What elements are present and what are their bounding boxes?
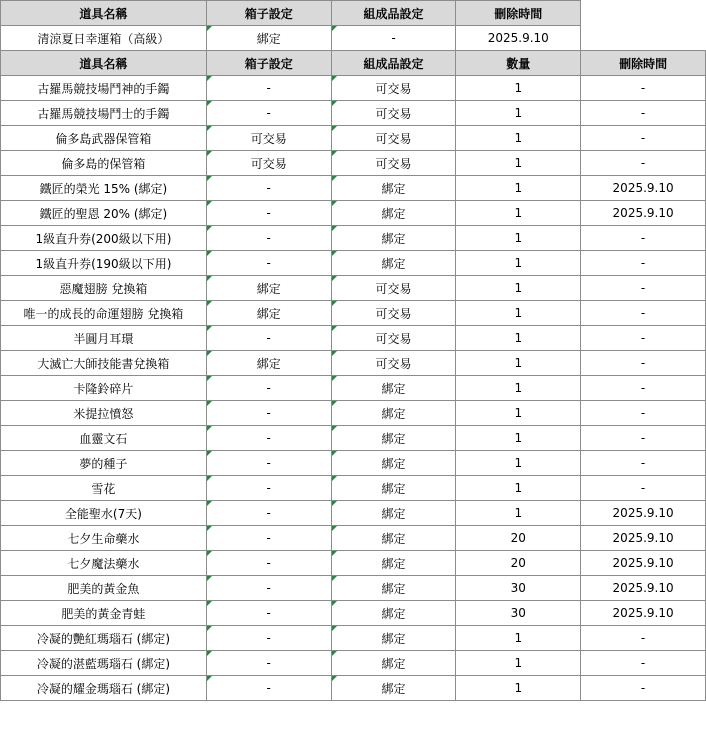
table-cell[interactable]: 可交易 xyxy=(331,126,456,151)
table-cell[interactable]: 可交易 xyxy=(206,151,331,176)
header-cell[interactable]: 組成品設定 xyxy=(331,1,456,26)
table-cell[interactable]: 1 xyxy=(456,351,581,376)
table-cell[interactable]: 綁定 xyxy=(206,351,331,376)
table-cell[interactable]: 綁定 xyxy=(206,26,331,51)
table-row xyxy=(1,401,706,426)
table-cell[interactable]: - xyxy=(331,26,456,51)
table-cell[interactable]: 綁定 xyxy=(331,601,456,626)
table-cell[interactable]: 1 xyxy=(456,326,581,351)
table-cell[interactable]: 可交易 xyxy=(331,76,456,101)
table-row xyxy=(1,676,706,701)
table-cell[interactable]: 1 xyxy=(456,76,581,101)
table-cell[interactable]: - xyxy=(206,476,331,501)
table-cell[interactable]: - xyxy=(206,76,331,101)
table-row xyxy=(1,426,706,451)
table-cell[interactable]: 倫多島的保管箱 xyxy=(1,151,207,176)
table-row xyxy=(1,301,706,326)
table-cell[interactable]: 1 xyxy=(456,226,581,251)
table-cell[interactable]: - xyxy=(206,501,331,526)
table-cell[interactable]: 綁定 xyxy=(331,501,456,526)
table-cell[interactable]: 鐵匠的聖恩 20% (綁定) xyxy=(1,201,207,226)
header-cell[interactable]: 箱子設定 xyxy=(206,51,331,76)
empty-cell xyxy=(581,26,706,51)
table-cell[interactable]: - xyxy=(581,351,706,376)
table-cell[interactable]: - xyxy=(206,651,331,676)
table-cell[interactable]: 30 xyxy=(456,601,581,626)
table-cell[interactable]: 惡魔翅膀 兌換箱 xyxy=(1,276,207,301)
table-cell[interactable]: - xyxy=(206,376,331,401)
table-cell[interactable]: - xyxy=(581,101,706,126)
table-row xyxy=(1,126,706,151)
table-cell[interactable]: 1 xyxy=(456,476,581,501)
table-row xyxy=(1,576,706,601)
items-header-row xyxy=(1,51,706,76)
table-row xyxy=(1,151,706,176)
table-cell[interactable]: 20 xyxy=(456,526,581,551)
table-cell[interactable]: 冷凝的艷紅瑪瑙石 (綁定) xyxy=(1,626,207,651)
empty-cell xyxy=(581,1,706,26)
table-cell[interactable]: 七夕生命藥水 xyxy=(1,526,207,551)
header-cell[interactable]: 道具名稱 xyxy=(1,1,207,26)
table-cell[interactable]: 可交易 xyxy=(206,126,331,151)
table-cell[interactable]: 1 xyxy=(456,626,581,651)
table-cell[interactable]: - xyxy=(581,276,706,301)
table-cell[interactable]: 1 xyxy=(456,376,581,401)
table-row xyxy=(1,351,706,376)
table-cell[interactable]: 2025.9.10 xyxy=(581,601,706,626)
table-cell[interactable]: - xyxy=(581,401,706,426)
table-cell[interactable]: 可交易 xyxy=(331,276,456,301)
table-cell[interactable]: 綁定 xyxy=(331,676,456,701)
table-row xyxy=(1,226,706,251)
table-cell[interactable]: 七夕魔法藥水 xyxy=(1,551,207,576)
table-cell[interactable]: 全能聖水(7天) xyxy=(1,501,207,526)
table-cell[interactable]: - xyxy=(206,576,331,601)
table-row xyxy=(1,251,706,276)
table-cell[interactable]: 1 xyxy=(456,651,581,676)
table-cell[interactable]: 綁定 xyxy=(331,526,456,551)
table-cell[interactable]: 綁定 xyxy=(331,551,456,576)
table-cell[interactable]: - xyxy=(581,426,706,451)
table-cell[interactable]: - xyxy=(206,601,331,626)
table-cell[interactable]: 1 xyxy=(456,126,581,151)
header-cell[interactable]: 數量 xyxy=(456,51,581,76)
table-cell[interactable]: 倫多島武器保管箱 xyxy=(1,126,207,151)
table-cell[interactable]: 1 xyxy=(456,451,581,476)
table-cell[interactable]: 米提拉憤怒 xyxy=(1,401,207,426)
table-cell[interactable]: 1 xyxy=(456,201,581,226)
table-cell[interactable]: 2025.9.10 xyxy=(581,201,706,226)
table-cell[interactable]: 綁定 xyxy=(331,576,456,601)
table-cell[interactable]: 綁定 xyxy=(331,226,456,251)
table-cell[interactable]: - xyxy=(581,476,706,501)
table-cell[interactable]: 鐵匠的榮光 15% (綁定) xyxy=(1,176,207,201)
table-cell[interactable]: 綁定 xyxy=(331,176,456,201)
table-cell[interactable]: - xyxy=(206,101,331,126)
box-row xyxy=(1,26,706,51)
table-cell[interactable]: - xyxy=(206,551,331,576)
table-cell[interactable]: - xyxy=(581,301,706,326)
table-cell[interactable]: 雪花 xyxy=(1,476,207,501)
table-cell[interactable]: - xyxy=(581,651,706,676)
table-cell[interactable]: - xyxy=(206,401,331,426)
table-cell[interactable]: 唯一的成長的命運翅膀 兌換箱 xyxy=(1,301,207,326)
table-cell[interactable]: 冷凝的耀金瑪瑙石 (綁定) xyxy=(1,676,207,701)
table-cell[interactable]: 2025.9.10 xyxy=(581,176,706,201)
table-cell[interactable]: 2025.9.10 xyxy=(456,26,581,51)
table-cell[interactable]: 綁定 xyxy=(331,451,456,476)
table-cell[interactable]: 2025.9.10 xyxy=(581,526,706,551)
table-cell[interactable]: - xyxy=(581,676,706,701)
table-cell[interactable]: 1級直升券(200級以下用) xyxy=(1,226,207,251)
table-cell[interactable]: 綁定 xyxy=(331,251,456,276)
table-row xyxy=(1,551,706,576)
table-cell[interactable]: 肥美的黃金青蛙 xyxy=(1,601,207,626)
table-cell[interactable]: 夢的種子 xyxy=(1,451,207,476)
header-cell[interactable]: 刪除時間 xyxy=(456,1,581,26)
table-cell[interactable]: 綁定 xyxy=(331,376,456,401)
header-cell[interactable]: 組成品設定 xyxy=(331,51,456,76)
table-cell[interactable]: - xyxy=(581,451,706,476)
table-cell[interactable]: - xyxy=(206,626,331,651)
table-cell[interactable]: 可交易 xyxy=(331,351,456,376)
table-cell[interactable]: 可交易 xyxy=(331,151,456,176)
table-cell[interactable]: 1 xyxy=(456,301,581,326)
table-cell[interactable]: 1 xyxy=(456,676,581,701)
table-cell[interactable]: 可交易 xyxy=(331,101,456,126)
table-cell[interactable]: 1 xyxy=(456,426,581,451)
table-cell[interactable]: - xyxy=(581,376,706,401)
table-row xyxy=(1,276,706,301)
table-cell[interactable]: 可交易 xyxy=(331,301,456,326)
table-cell[interactable]: 綁定 xyxy=(206,276,331,301)
table-row xyxy=(1,101,706,126)
table-cell[interactable]: 1級直升券(190級以下用) xyxy=(1,251,207,276)
table-cell[interactable]: - xyxy=(581,251,706,276)
table-cell[interactable]: 1 xyxy=(456,176,581,201)
box-header-row xyxy=(1,1,706,26)
table-cell[interactable]: 血靈文石 xyxy=(1,426,207,451)
table-cell[interactable]: 綁定 xyxy=(331,626,456,651)
header-cell[interactable]: 道具名稱 xyxy=(1,51,207,76)
table-cell[interactable]: - xyxy=(581,126,706,151)
table-cell[interactable]: 冷凝的湛藍瑪瑙石 (綁定) xyxy=(1,651,207,676)
table-row xyxy=(1,76,706,101)
table-cell[interactable]: 2025.9.10 xyxy=(581,501,706,526)
table-cell[interactable]: - xyxy=(206,251,331,276)
table-cell[interactable]: - xyxy=(206,201,331,226)
table-cell[interactable]: 綁定 xyxy=(331,426,456,451)
table-cell[interactable]: 卡隆鈴碎片 xyxy=(1,376,207,401)
table-cell[interactable]: - xyxy=(581,151,706,176)
table-cell[interactable]: 1 xyxy=(456,401,581,426)
table-cell[interactable]: 1 xyxy=(456,151,581,176)
table-row xyxy=(1,176,706,201)
table-cell[interactable]: - xyxy=(206,526,331,551)
table-cell[interactable]: - xyxy=(206,676,331,701)
table-cell[interactable]: - xyxy=(206,326,331,351)
table-cell[interactable]: 半圓月耳環 xyxy=(1,326,207,351)
table-cell[interactable]: 肥美的黃金魚 xyxy=(1,576,207,601)
table-cell[interactable]: 1 xyxy=(456,276,581,301)
header-cell[interactable]: 刪除時間 xyxy=(581,51,706,76)
table-row xyxy=(1,626,706,651)
table-cell[interactable]: - xyxy=(581,76,706,101)
table-cell[interactable]: 可交易 xyxy=(331,326,456,351)
table-row xyxy=(1,526,706,551)
table-row xyxy=(1,376,706,401)
header-cell[interactable]: 箱子設定 xyxy=(206,1,331,26)
table-cell[interactable]: 古羅馬競技場鬥神的手鐲 xyxy=(1,76,207,101)
table-cell[interactable]: 清涼夏日幸運箱（高級） xyxy=(1,26,207,51)
table-cell[interactable]: - xyxy=(581,226,706,251)
table-cell[interactable]: 綁定 xyxy=(206,301,331,326)
table-cell[interactable]: 1 xyxy=(456,251,581,276)
table-cell[interactable]: - xyxy=(581,326,706,351)
table-row xyxy=(1,326,706,351)
table-cell[interactable]: 古羅馬競技場鬥士的手鐲 xyxy=(1,101,207,126)
table-row xyxy=(1,476,706,501)
table-cell[interactable]: 2025.9.10 xyxy=(581,551,706,576)
table-cell[interactable]: - xyxy=(206,451,331,476)
table-cell[interactable]: 1 xyxy=(456,501,581,526)
table-row xyxy=(1,201,706,226)
table-cell[interactable]: 30 xyxy=(456,576,581,601)
table-row xyxy=(1,651,706,676)
table-cell[interactable]: 大滅亡大師技能書兌換箱 xyxy=(1,351,207,376)
table-cell[interactable]: 綁定 xyxy=(331,476,456,501)
table-row xyxy=(1,601,706,626)
table-cell[interactable]: 綁定 xyxy=(331,651,456,676)
table-row xyxy=(1,451,706,476)
table-cell[interactable]: - xyxy=(206,226,331,251)
table-cell[interactable]: 1 xyxy=(456,101,581,126)
table-cell[interactable]: - xyxy=(581,626,706,651)
table-cell[interactable]: 20 xyxy=(456,551,581,576)
table-row xyxy=(1,501,706,526)
table-cell[interactable]: - xyxy=(206,176,331,201)
table-cell[interactable]: 綁定 xyxy=(331,201,456,226)
table-cell[interactable]: - xyxy=(206,426,331,451)
table-cell[interactable]: 2025.9.10 xyxy=(581,576,706,601)
table-cell[interactable]: 綁定 xyxy=(331,401,456,426)
